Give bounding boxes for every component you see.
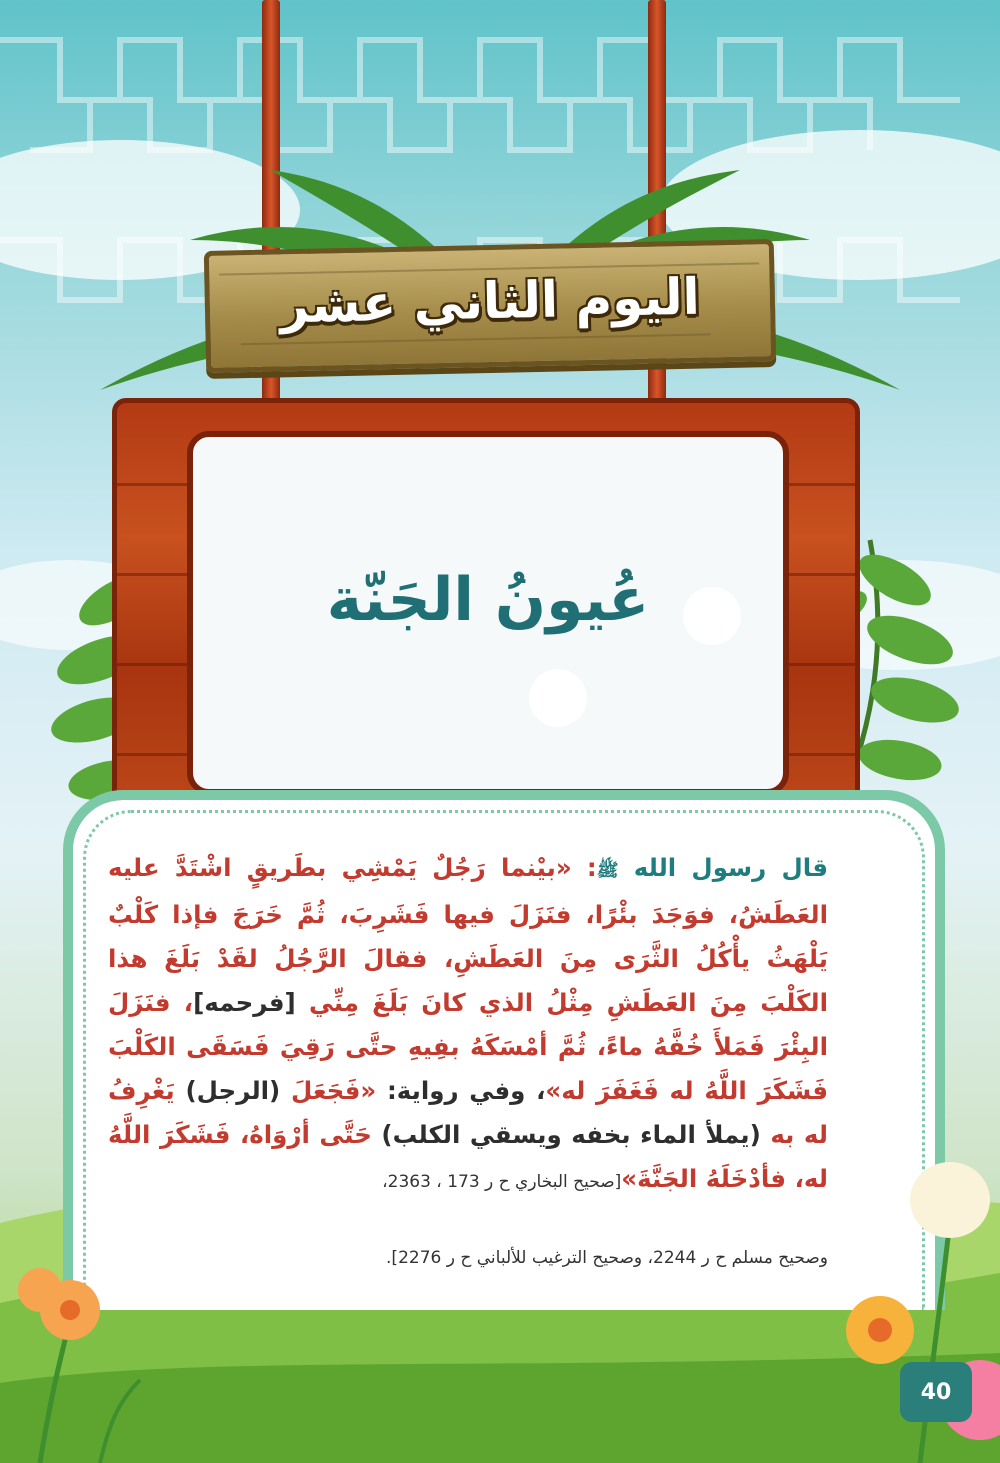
salutation-icon: ﷺ xyxy=(596,860,619,881)
day-sign xyxy=(204,239,776,373)
hadith-reference: [صحيح البخاري ح ر 173 ، 2363، xyxy=(382,1172,622,1192)
page-number: 40 xyxy=(900,1362,972,1422)
hadith-part: ، فنَزَلَ البِئْرَ فَمَلأَ خُفَّهُ ماءً، ثُمَّ أمْسَكَهُ بفِيهِ حتَّى رَقِيَ فَسَقَى الكَلْبَ فَشَكَرَ اللَّهُ له فَغَفَرَ له» xyxy=(108,988,828,1105)
decor-dot xyxy=(683,587,741,645)
day-title: اليوم الثاني عشر xyxy=(279,267,701,335)
title-card xyxy=(187,431,789,795)
hadith-part: ، وفي رواية: xyxy=(376,1076,546,1105)
hadith-part: (يملأ الماء بخفه ويسقي الكلب) xyxy=(371,1120,761,1149)
decor-dot xyxy=(529,669,587,727)
hadith-reference-line: وصحيح مسلم ح ر 2244، وصحيح الترغيب للألباني ح ر 2276]. xyxy=(386,1248,828,1268)
hadith-part: «فَجَعَلَ xyxy=(290,1076,377,1105)
lesson-title: عُيونُ الجَنّة xyxy=(326,565,650,635)
hadith-part: : «بيْنما رَجُلٌ يَمْشِي بطَريقٍ اشْتَدَّ عليه العَطَشُ، فوَجَدَ بئْرًا، فنَزَلَ فيها فَشَرِبَ، ثُمَّ خَرَجَ فإذا كَلْبٌ يَلْهَثُ يأْكُلُ الثَّرَى مِنَ العَطَشِ، فقالَ الرَّجُلُ لقَدْ بَلَغَ هذا الكَلْبَ مِنَ العَطَشِ مِثْلُ الذي كانَ بَلَغَ مِنِّي xyxy=(108,853,828,1017)
hadith-part: حَتَّى أرْوَاهُ، فَشَكَرَ اللَّهُ له، فأدْخَلَهُ الجَنَّةَ» xyxy=(108,1120,828,1193)
flower-icon xyxy=(0,1250,160,1463)
hadith-part: يَغْرِفُ له به xyxy=(108,1076,828,1149)
hadith-text xyxy=(108,846,828,1204)
hadith-intro: قال رسول الله xyxy=(618,853,828,882)
hadith-bracket: [فرحمه] xyxy=(193,988,296,1017)
hadith-part: (الرجل) xyxy=(174,1076,291,1105)
title-board xyxy=(112,398,860,854)
